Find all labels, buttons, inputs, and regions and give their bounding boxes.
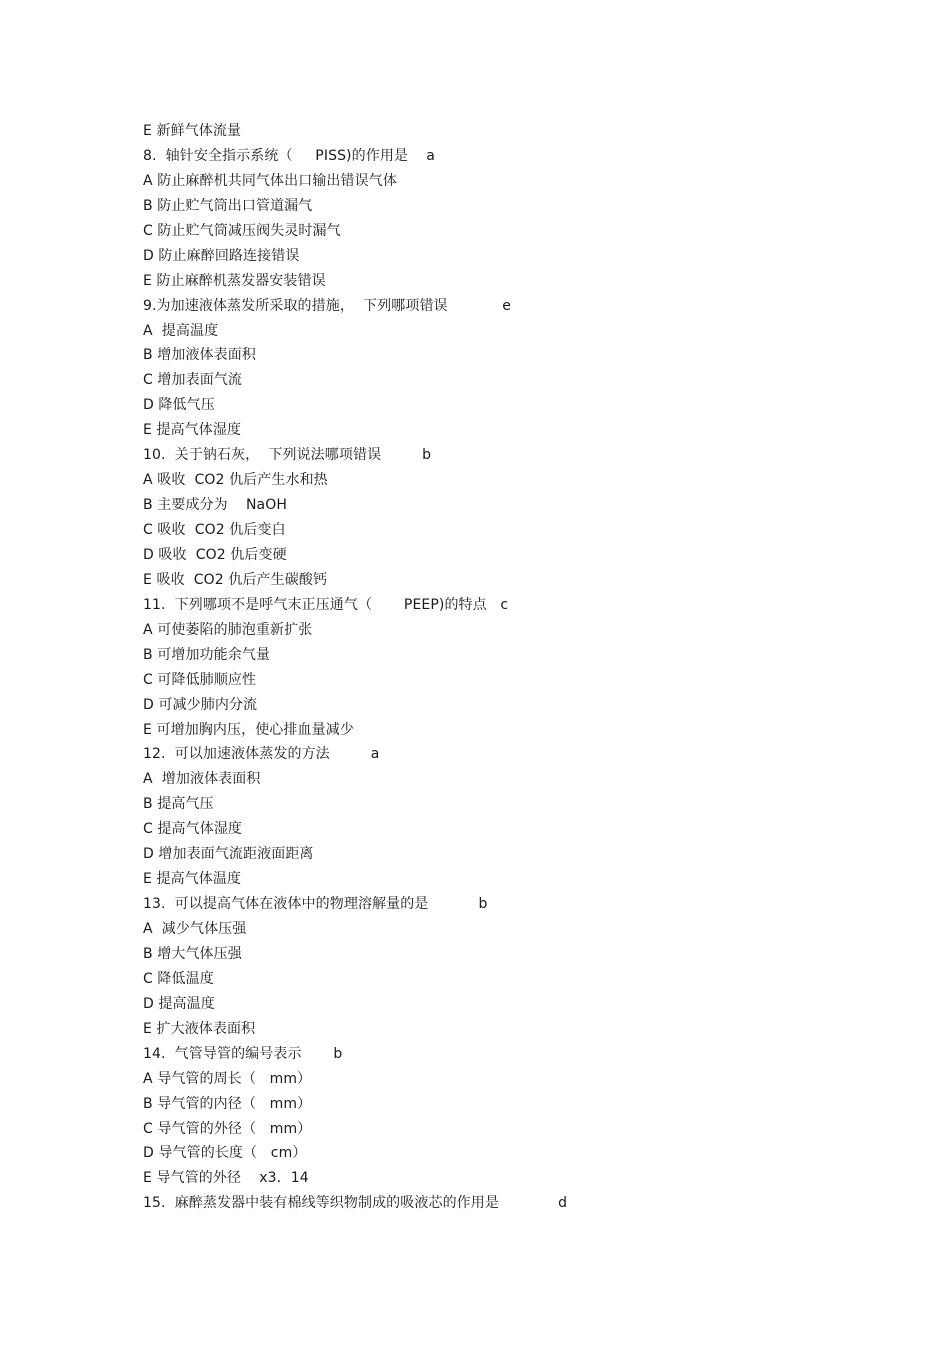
option-e: E 提高气体湿度 bbox=[143, 422, 242, 439]
option-d: D 增加表面气流距液面距离 bbox=[143, 846, 314, 863]
option-b: B 提高气压 bbox=[143, 796, 214, 813]
option-e: E 扩大液体表面积 bbox=[143, 1020, 256, 1037]
question-13: 13. 可以提高气体在液体中的物理溶解量的是 b bbox=[143, 896, 488, 913]
option-d: D 吸收 CO2 仇后变硬 bbox=[143, 546, 287, 563]
option-b: B 增大气体压强 bbox=[143, 945, 242, 962]
option-a: A 吸收 CO2 仇后产生水和热 bbox=[143, 472, 328, 489]
text-line: E 新鲜气体流量 bbox=[143, 123, 242, 139]
question-8: 8. 轴针安全指示系统（ PISS)的作用是 a bbox=[143, 147, 435, 164]
option-a: A 可使萎陷的肺泡重新扩张 bbox=[143, 621, 313, 638]
option-e: E 提高气体温度 bbox=[143, 871, 242, 888]
option-d: D 提高温度 bbox=[143, 995, 215, 1012]
option-a: A 防止麻醉机共同气体出口输出错误气体 bbox=[143, 172, 397, 189]
option-b: B 增加液体表面积 bbox=[143, 347, 256, 364]
option-d: D 可减少肺内分流 bbox=[143, 696, 258, 713]
option-a: A 减少气体压强 bbox=[143, 921, 247, 937]
question-11: 11. 下列哪项不是呼气末正压通气（ PEEP)的特点 c bbox=[143, 596, 509, 613]
option-c: C 可降低肺顺应性 bbox=[143, 671, 257, 688]
option-b: B 可增加功能余气量 bbox=[143, 646, 271, 663]
option-c: C 增加表面气流 bbox=[143, 372, 243, 389]
option-b: B 防止贮气筒出口管道漏气 bbox=[143, 197, 313, 214]
option-c: C 降低温度 bbox=[143, 970, 214, 987]
option-e: E 防止麻醉机蒸发器安装错误 bbox=[143, 272, 326, 289]
document-body bbox=[143, 119, 903, 1216]
option-a: A 提高温度 bbox=[143, 322, 219, 339]
option-d: D 导气管的长度（ cm） bbox=[143, 1145, 307, 1162]
question-15: 15. 麻醉蒸发器中装有棉线等织物制成的吸液芯的作用是 d bbox=[143, 1195, 568, 1212]
option-c: C 防止贮气筒减压阀失灵时漏气 bbox=[143, 222, 341, 239]
option-b: B 导气管的内径（ mm） bbox=[143, 1095, 312, 1112]
option-e: E 导气管的外径 x3．14 bbox=[143, 1170, 309, 1187]
option-a: A 导气管的周长（ mm） bbox=[143, 1070, 312, 1087]
option-c: C 导气管的外径（ mm） bbox=[143, 1120, 312, 1137]
question-14: 14. 气管导管的编号表示 b bbox=[143, 1045, 343, 1062]
question-9: 9.为加速液体蒸发所采取的措施， 下列哪项错误 e bbox=[143, 297, 511, 314]
option-e: E 吸收 CO2 仇后产生碳酸钙 bbox=[143, 571, 328, 588]
question-10: 10. 关于钠石灰， 下列说法哪项错误 b bbox=[143, 447, 432, 464]
question-12: 12. 可以加速液体蒸发的方法 a bbox=[143, 746, 380, 763]
option-c: C 吸收 CO2 仇后变白 bbox=[143, 522, 286, 538]
option-a: A 增加液体表面积 bbox=[143, 771, 261, 788]
option-d: D 降低气压 bbox=[143, 397, 215, 414]
option-b: B 主要成分为 NaOH bbox=[143, 497, 287, 514]
option-e: E 可增加胸内压，使心排血量减少 bbox=[143, 721, 354, 738]
option-d: D 防止麻醉回路连接错误 bbox=[143, 247, 300, 264]
option-c: C 提高气体湿度 bbox=[143, 821, 243, 838]
